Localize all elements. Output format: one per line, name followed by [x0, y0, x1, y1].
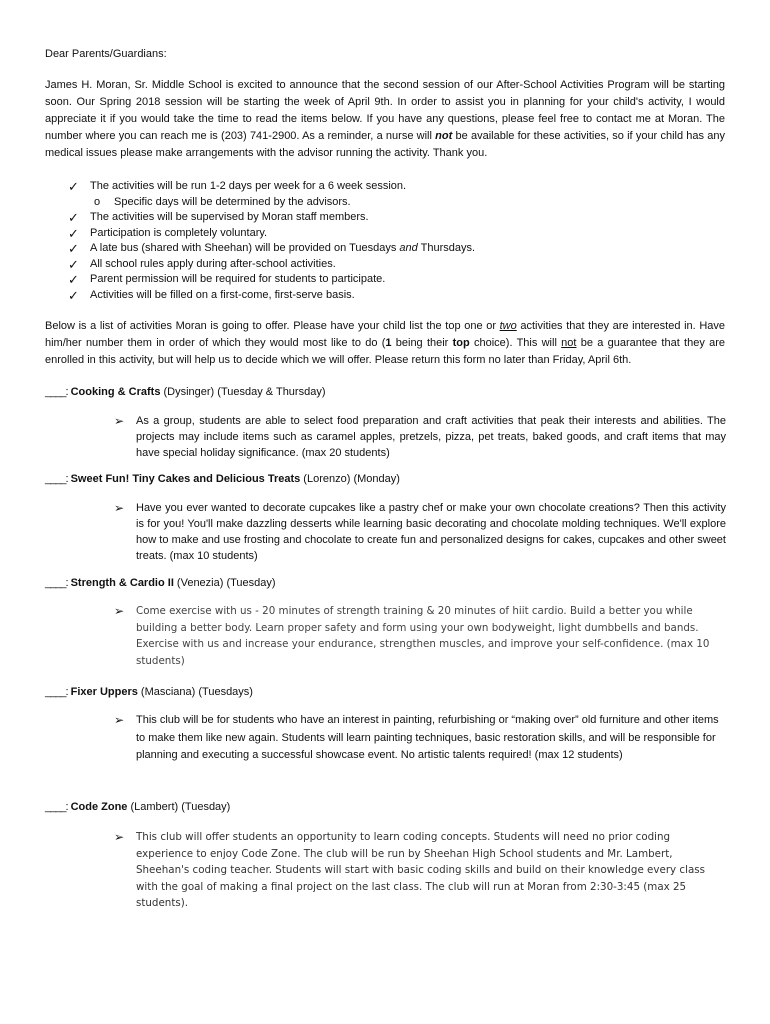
arrow-bullet-icon: ➢: [114, 501, 125, 515]
activity-description-cooking: ➢ As a group, students are able to select food preparation and craft activities that peak their interests and abilities. The projects may include items such as caramel apples, pretzels, pizza, pet treats, baked goods, and craft items that may have special holiday significance. (max 20 students): [114, 414, 726, 459]
rank-blank[interactable]: ____:: [45, 577, 68, 589]
check-icon: ✓: [68, 272, 79, 287]
activity-details: (Lorenzo) (Monday): [300, 473, 400, 485]
activity-details: (Dysinger) (Tuesday & Thursday): [160, 386, 326, 398]
checklist-item: ✓ Activities will be filled on a first-come, first-serve basis.: [68, 287, 355, 303]
intro-text-2: be available for these activities, so if your child has any medical issues please make arrangements with the advisor running the activity. Thank you.: [45, 130, 725, 159]
sub-bullet-icon: o: [94, 195, 101, 208]
checklist-item: ✓ All school rules apply during after-school activities.: [68, 256, 336, 272]
and-emphasis: and: [399, 242, 418, 254]
rank-blank[interactable]: ____:: [45, 473, 68, 485]
rank-blank[interactable]: ____:: [45, 386, 68, 398]
two-emphasis: two: [499, 320, 517, 332]
check-icon: ✓: [68, 225, 79, 241]
activity-heading-sweet-fun: [45, 471, 725, 488]
check-icon: ✓: [68, 210, 79, 225]
checklist-item: ✓ The activities will be supervised by Moran staff members.: [68, 210, 369, 225]
arrow-bullet-icon: ➢: [114, 713, 125, 727]
intro-text-1: James H. Moran, Sr. Middle School is excited to announce that the second session of our After-School Activities Program will be starting soon. Our Spring 2018 session will be starting the week of April 9th. In order to assist you in planning for your child's activity, I would appreciate it if you would take the time to read the items below. If you have any questions, please feel free to contact me at Moran. The number where you can reach me is (203) 741-2900. As a reminder, a nurse will: [45, 79, 725, 142]
activity-description-code-zone: ➢ This club will offer students an opportunity to learn coding concepts. Students will need no prior coding experience to enjoy Code Zone. The club will be run by Sheehan High School students and Mr. Lambert, Sheehan's coding teacher. Students will start with basic coding skills and build on their knowledge every class with the goal of making a final project on the last class. The club will run at Moran from 2:30-3:45 (max 25 students).: [114, 830, 705, 909]
check-icon: ✓: [68, 287, 79, 303]
arrow-bullet-icon: ➢: [114, 414, 125, 428]
intro-paragraph: [45, 77, 725, 162]
check-icon: ✓: [68, 256, 79, 272]
activity-name: Cooking & Crafts: [70, 386, 161, 398]
check-icon: ✓: [68, 241, 79, 256]
not-underlined: not: [561, 337, 577, 349]
activity-heading-code-zone: [45, 799, 725, 816]
program-checklist: [68, 179, 668, 303]
activity-description-fixer-uppers: ➢ This club will be for students who have an interest in painting, refurbishing or “making over” old furniture and other items to make them like new again. Students will learn painting techniques, basic restoration skills, and will be responsible for planning and executing a successful showcase event. No artistic talents required! (max 12 students): [114, 713, 719, 761]
activity-name: Sweet Fun! Tiny Cakes and Delicious Treats: [70, 473, 301, 485]
checklist-item: ✓ Participation is completely voluntary.: [68, 225, 268, 241]
checklist-subitem: o Specific days will be determined by the advisors.: [68, 195, 668, 211]
check-icon: ✓: [68, 179, 79, 194]
arrow-bullet-icon: ➢: [114, 604, 125, 618]
checklist-item: ✓ The activities will be run 1-2 days per week for a 6 week session.: [68, 179, 407, 194]
activity-name: Strength & Cardio II: [70, 577, 174, 589]
greeting: Dear Parents/Guardians:: [45, 48, 167, 60]
checklist-item: ✓ Parent permission will be required for students to participate.: [68, 272, 386, 287]
arrow-bullet-icon: ➢: [114, 830, 125, 844]
activity-details: (Masciana) (Tuesdays): [137, 686, 253, 698]
activity-description-sweet-fun: ➢ Have you ever wanted to decorate cupcakes like a pastry chef or make your own chocolate creations? Then this activity is for you! You'll make dazzling desserts while learning basic decorating and chocolate molding techniques. We'll explore how to make and use frosting and chocolate to create fun and personalized designs for cakes, cupcakes and other sweet treats. (max 10 students): [114, 501, 726, 562]
activity-details: (Venezia) (Tuesday): [173, 577, 276, 589]
activity-heading-fixer-uppers: [45, 684, 725, 701]
activities-instructions: Below is a list of activities Moran is going to offer. Please have your child list the top one or two activities that they are interested in. Have him/her number them in order of which they would most like to do (1 being their top choice). This will not be a guarantee that they are enrolled in this activity, but will help us to decide which we will offer. Please return this form no later than Friday, April 6th.: [45, 320, 725, 366]
rank-blank[interactable]: ____:: [45, 801, 68, 813]
activity-details: (Lambert) (Tuesday): [127, 801, 231, 813]
checklist-item-late-bus: ✓ A late bus (shared with Sheehan) will be provided on Tuesdays and Thursdays.: [68, 241, 476, 256]
activity-name: Code Zone: [70, 801, 128, 813]
activity-name: Fixer Uppers: [70, 686, 138, 698]
intro-not-emphasis: not: [435, 130, 453, 142]
activity-heading-cooking: [45, 384, 725, 401]
rank-blank[interactable]: ____:: [45, 686, 68, 698]
activity-description-strength: ➢ Come exercise with us - 20 minutes of strength training & 20 minutes of hiit cardio. Build a better you while building a better body. Learn proper safety and form using your own bodyweight, light dumbbells and bands. Exercise with us and increase your endurance, strengthen muscles, and improve your self-confidence. (max 10 students): [114, 604, 710, 667]
activity-heading-strength: [45, 575, 725, 592]
